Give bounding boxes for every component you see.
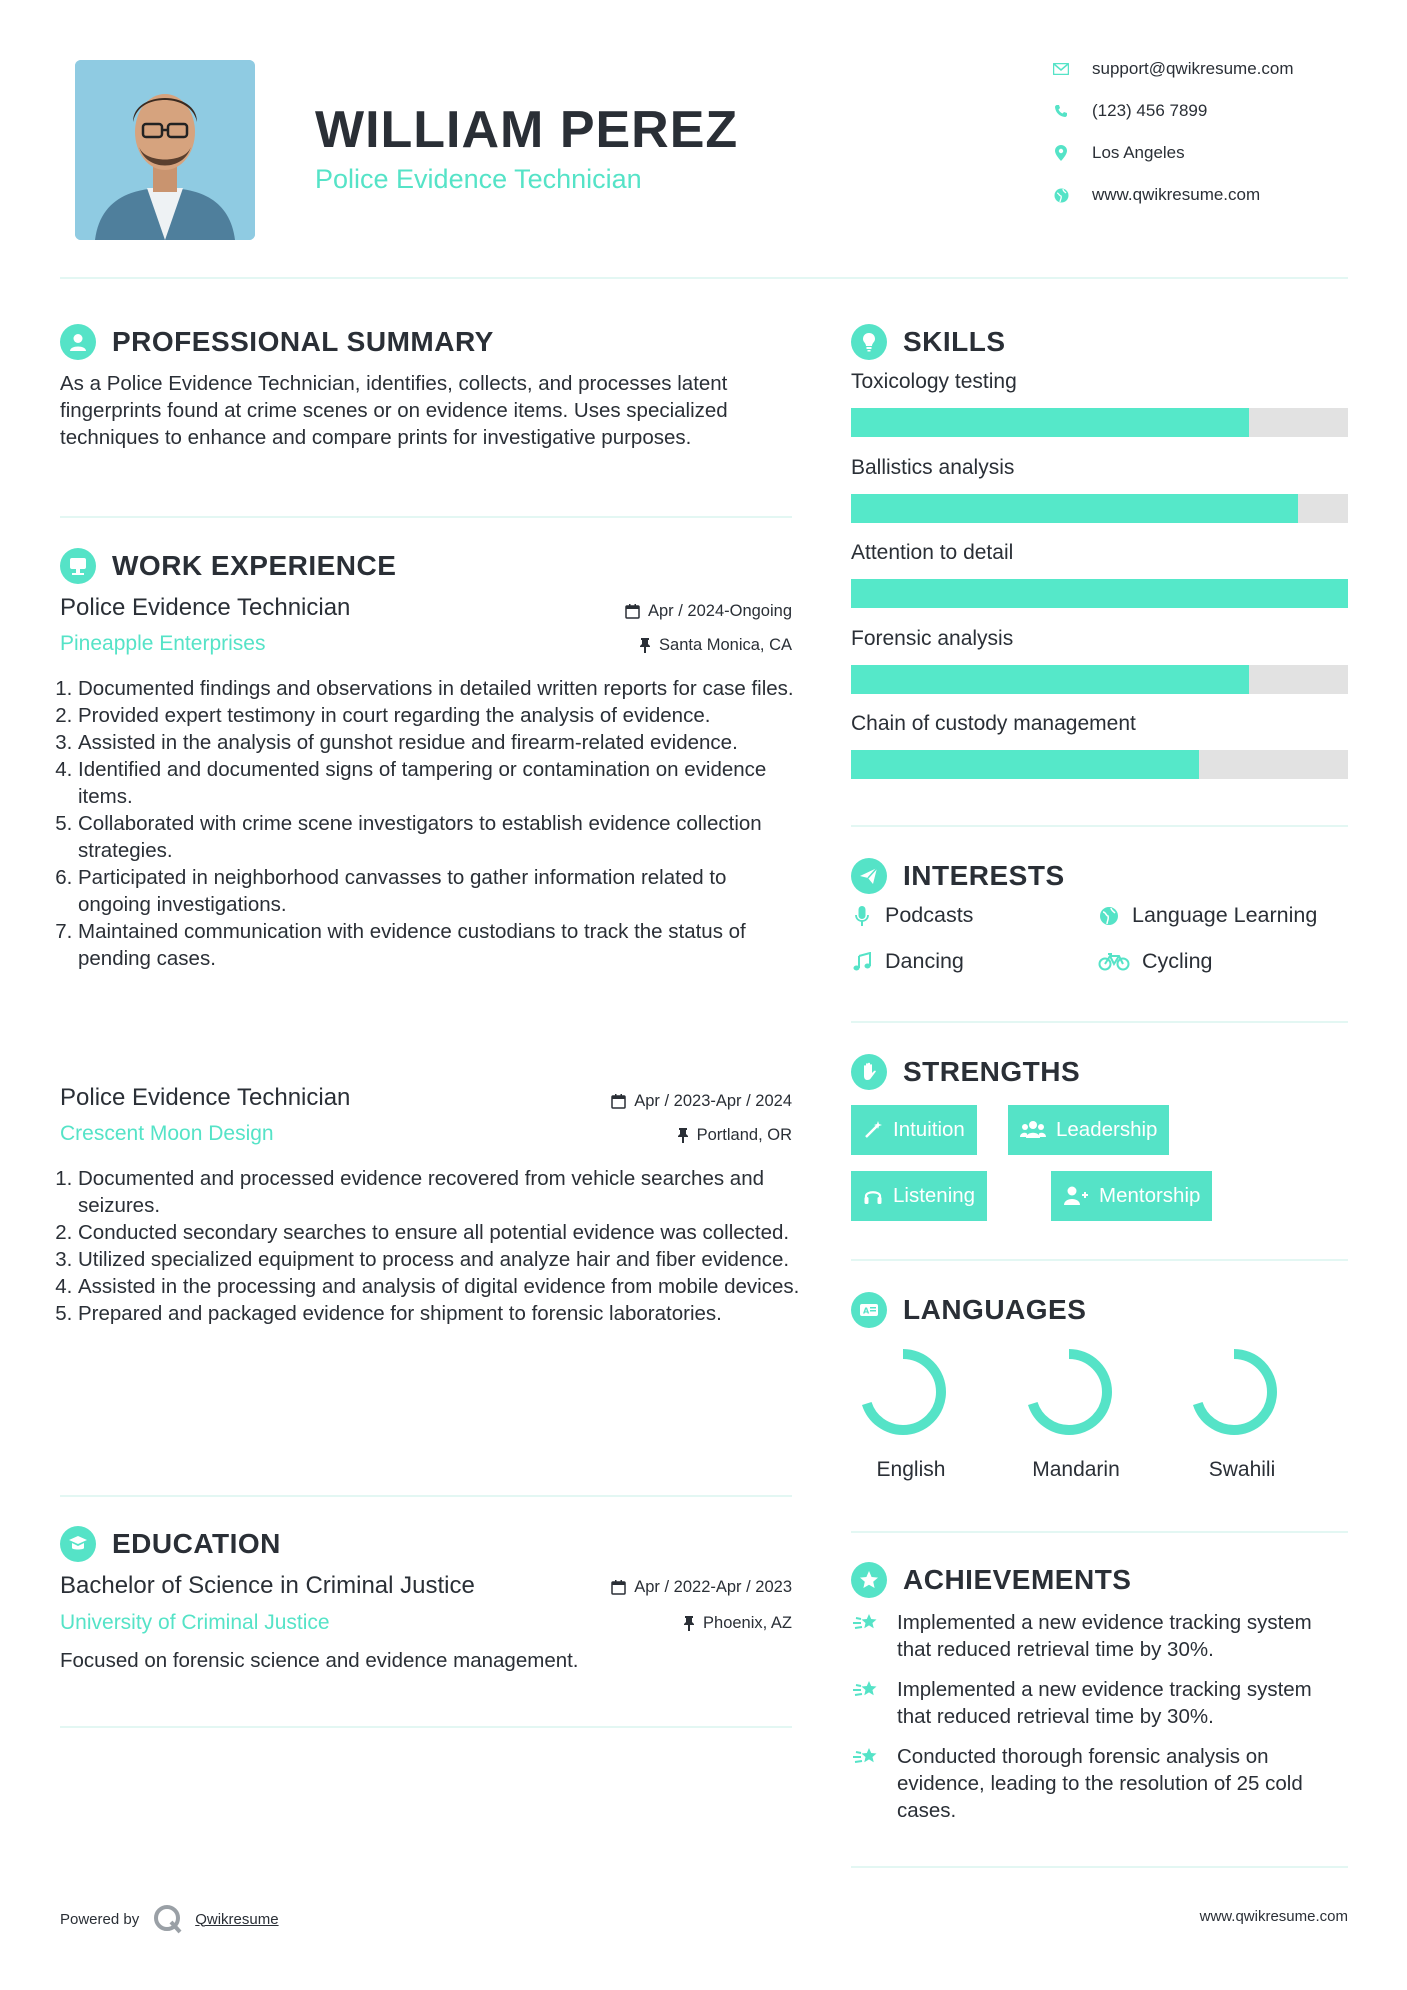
skill-label: Toxicology testing (851, 370, 1017, 393)
footer-powered (60, 1904, 279, 1934)
education-title: EDUCATION (112, 1528, 281, 1559)
job-2-location (492, 1126, 792, 1145)
hand-icon (851, 1054, 887, 1090)
interest-item (851, 903, 973, 928)
interests-heading (851, 856, 1065, 896)
language-label: English (876, 1458, 946, 1481)
job-1-bullet: 3. Assisted in the analysis of gunshot residue and firearm-related evidence. (78, 729, 800, 756)
job-2-bullet: 1. Documented and processed evidence recovered from vehicle searches and seizures. (78, 1165, 800, 1219)
languages-title: LANGUAGES (903, 1294, 1087, 1325)
contact-phone[interactable] (1052, 96, 1352, 126)
summary-heading (60, 322, 494, 362)
contact-email-text: support@qwikresume.com (1092, 59, 1294, 78)
language-label: Mandarin (1032, 1458, 1120, 1481)
strength-label: Listening (893, 1184, 976, 1207)
summary-text: As a Police Evidence Technician, identifies, collects, and processes latent fingerprints found at crime scenes or on evidence items. Uses specialized techniques to enhance and compare prints for investigative purposes. (60, 372, 728, 449)
skill-bar-track (851, 750, 1348, 779)
phone-icon (1052, 102, 1070, 120)
strength-label: Intuition (893, 1118, 965, 1141)
job-1-bullets (60, 675, 800, 972)
languages-heading (851, 1290, 1086, 1330)
strength-label: Leadership (1056, 1118, 1158, 1141)
contact-website-text: www.qwikresume.com (1092, 185, 1261, 204)
skill-bar-track (851, 494, 1348, 523)
candidate-name: WILLIAM PEREZ (315, 101, 739, 159)
interest-item (1098, 903, 1317, 928)
achievement-item (851, 1743, 1351, 1824)
graduate-icon (60, 1526, 96, 1562)
skill-bar-fill (851, 408, 1249, 437)
qwikresume-logo-icon (153, 1904, 183, 1934)
interests-title: INTERESTS (903, 860, 1065, 891)
job-1-bullet: 1. Documented findings and observations in detailed written reports for case files. (78, 675, 800, 702)
profile-photo (75, 60, 255, 240)
skill-bar-track (851, 579, 1348, 608)
job-1-bullet: 5. Collaborated with crime scene investigators to establish evidence collection strategies. (78, 810, 800, 864)
shooting-star-icon (851, 1743, 881, 1770)
language-ring (865, 1354, 941, 1430)
skill-label: Chain of custody management (851, 712, 1136, 735)
interest-label: Cycling (1142, 949, 1213, 973)
strength-chip-listening (851, 1171, 987, 1221)
magic-wand-icon (863, 1120, 883, 1140)
contact-location-text: Los Angeles (1092, 143, 1185, 162)
experience-heading (60, 546, 396, 586)
interest-item (851, 949, 964, 974)
skill-bar-track (851, 665, 1348, 694)
job-2-bullet: 5. Prepared and packaged evidence for shipment to forensic laboratories. (78, 1300, 800, 1327)
interest-label: Dancing (885, 949, 964, 973)
users-icon (1020, 1120, 1046, 1140)
bicycle-icon (1098, 951, 1130, 973)
experience-title: WORK EXPERIENCE (112, 550, 397, 581)
skill-label: Forensic analysis (851, 626, 1014, 650)
education-location-text: Phoenix, AZ (703, 1614, 792, 1632)
skill-bar-track (851, 408, 1348, 437)
achievement-text: Implemented a new evidence tracking system that reduced retrieval time by 30%. (897, 1678, 1312, 1728)
achievement-item (851, 1676, 1351, 1730)
interest-label: Podcasts (885, 903, 974, 927)
job-2-dates (492, 1092, 792, 1111)
strength-chip-leadership (1008, 1105, 1169, 1155)
achievements-title: ACHIEVEMENTS (903, 1564, 1132, 1595)
achievements-heading (851, 1560, 1131, 1600)
job-2-dates-text: Apr / 2023-Apr / 2024 (634, 1092, 792, 1110)
qwikresume-link[interactable]: Qwikresume (195, 1910, 279, 1928)
skill-bar-fill (851, 750, 1199, 779)
education-location (492, 1614, 792, 1633)
strength-chip-intuition (851, 1105, 977, 1155)
achievements-divider (851, 1866, 1348, 1868)
contact-website[interactable] (1052, 180, 1352, 210)
envelope-icon (1052, 60, 1070, 78)
job-1-title: Police Evidence Technician (60, 594, 351, 621)
candidate-title: Police Evidence Technician (315, 164, 642, 194)
job-2-bullet: 2. Conducted secondary searches to ensure all potential evidence was collected. (78, 1219, 800, 1246)
location-pin-icon (1052, 144, 1070, 162)
calendar-icon (625, 604, 640, 619)
languages-divider (851, 1531, 1348, 1533)
job-1-bullet: 7. Maintained communication with evidence custodians to track the status of pending cases. (78, 918, 800, 972)
svg-text:A: A (863, 1306, 870, 1316)
language-label: Swahili (1208, 1458, 1276, 1481)
strengths-title: STRENGTHS (903, 1056, 1081, 1087)
summary-divider (60, 516, 792, 518)
briefcase-icon (60, 548, 96, 584)
summary-title: PROFESSIONAL SUMMARY (112, 326, 494, 357)
interest-label: Language Learning (1132, 903, 1318, 927)
skill-bar-fill (851, 494, 1298, 523)
achievement-item (851, 1609, 1351, 1663)
job-2-company: Crescent Moon Design (60, 1122, 274, 1145)
powered-by-label: Powered by (60, 1910, 140, 1928)
achievement-text: Conducted thorough forensic analysis on evidence, leading to the resolution of 25 cold cases. (897, 1745, 1303, 1822)
job-2-bullet: 3. Utilized specialized equipment to process and analyze hair and fiber evidence. (78, 1246, 800, 1273)
contact-location (1052, 138, 1352, 168)
education-degree: Bachelor of Science in Criminal Justice (60, 1572, 475, 1599)
skill-label: Ballistics analysis (851, 455, 1015, 479)
globe-icon (1098, 905, 1120, 927)
education-school: University of Criminal Justice (60, 1611, 330, 1634)
job-1-bullet: 2. Provided expert testimony in court regarding the analysis of evidence. (78, 702, 800, 729)
education-description: Focused on forensic science and evidence management. (60, 1649, 579, 1672)
skill-label: Attention to detail (851, 541, 1014, 564)
interest-item (1098, 949, 1213, 974)
language-ring (1031, 1354, 1107, 1430)
education-divider (60, 1726, 792, 1728)
job-1-location (492, 636, 792, 655)
globe-icon (1052, 186, 1070, 204)
education-dates-text: Apr / 2022-Apr / 2023 (634, 1578, 792, 1596)
headphones-icon (863, 1186, 883, 1206)
strengths-divider (851, 1259, 1348, 1261)
skill-bar-fill (851, 579, 1348, 608)
language-icon (851, 1292, 887, 1328)
job-2-bullets (60, 1165, 800, 1327)
job-2-location-text: Portland, OR (696, 1126, 792, 1144)
job-1-location-text: Santa Monica, CA (659, 636, 792, 654)
microphone-icon (851, 905, 873, 927)
interests-divider (851, 1021, 1348, 1023)
job-1-company: Pineapple Enterprises (60, 632, 266, 655)
skill-bar-fill (851, 665, 1249, 694)
header-divider (60, 277, 1348, 279)
contact-phone-text: (123) 456 7899 (1092, 101, 1208, 120)
user-plus-icon (1063, 1186, 1089, 1206)
language-rings (851, 1340, 1351, 1450)
education-dates (492, 1578, 792, 1597)
footer-site[interactable]: www.qwikresume.com (1199, 1908, 1348, 1925)
user-icon (60, 324, 96, 360)
job-1-dates (492, 602, 792, 621)
strength-chip-mentorship (1051, 1171, 1212, 1221)
achievement-text: Implemented a new evidence tracking system that reduced retrieval time by 30%. (897, 1611, 1312, 1661)
experience-divider (60, 1495, 792, 1497)
paper-plane-icon (851, 858, 887, 894)
strength-label: Mentorship (1099, 1184, 1201, 1207)
shooting-star-icon (851, 1676, 881, 1703)
language-ring (1196, 1354, 1272, 1430)
skills-divider (851, 825, 1348, 827)
calendar-icon (611, 1580, 626, 1595)
job-1-dates-text: Apr / 2024-Ongoing (647, 602, 792, 620)
calendar-icon (611, 1094, 626, 1109)
strengths-heading (851, 1052, 1080, 1092)
star-badge-icon (851, 1562, 887, 1598)
pushpin-icon (683, 1616, 695, 1631)
shooting-star-icon (851, 1609, 881, 1636)
job-1-bullet: 4. Identified and documented signs of tampering or contamination on evidence items. (78, 756, 800, 810)
education-heading (60, 1524, 281, 1564)
pushpin-icon (677, 1128, 689, 1143)
lightbulb-icon (851, 324, 887, 360)
job-2-bullet: 4. Assisted in the processing and analysis of digital evidence from mobile devices. (78, 1273, 800, 1300)
job-2-title: Police Evidence Technician (60, 1084, 351, 1111)
skills-title: SKILLS (903, 326, 1006, 357)
skills-heading (851, 322, 1006, 362)
pushpin-icon (639, 638, 651, 653)
job-1-bullet: 6. Participated in neighborhood canvasses to gather information related to ongoing investigations. (78, 864, 800, 918)
music-note-icon (851, 951, 873, 973)
contact-email[interactable] (1052, 54, 1352, 84)
